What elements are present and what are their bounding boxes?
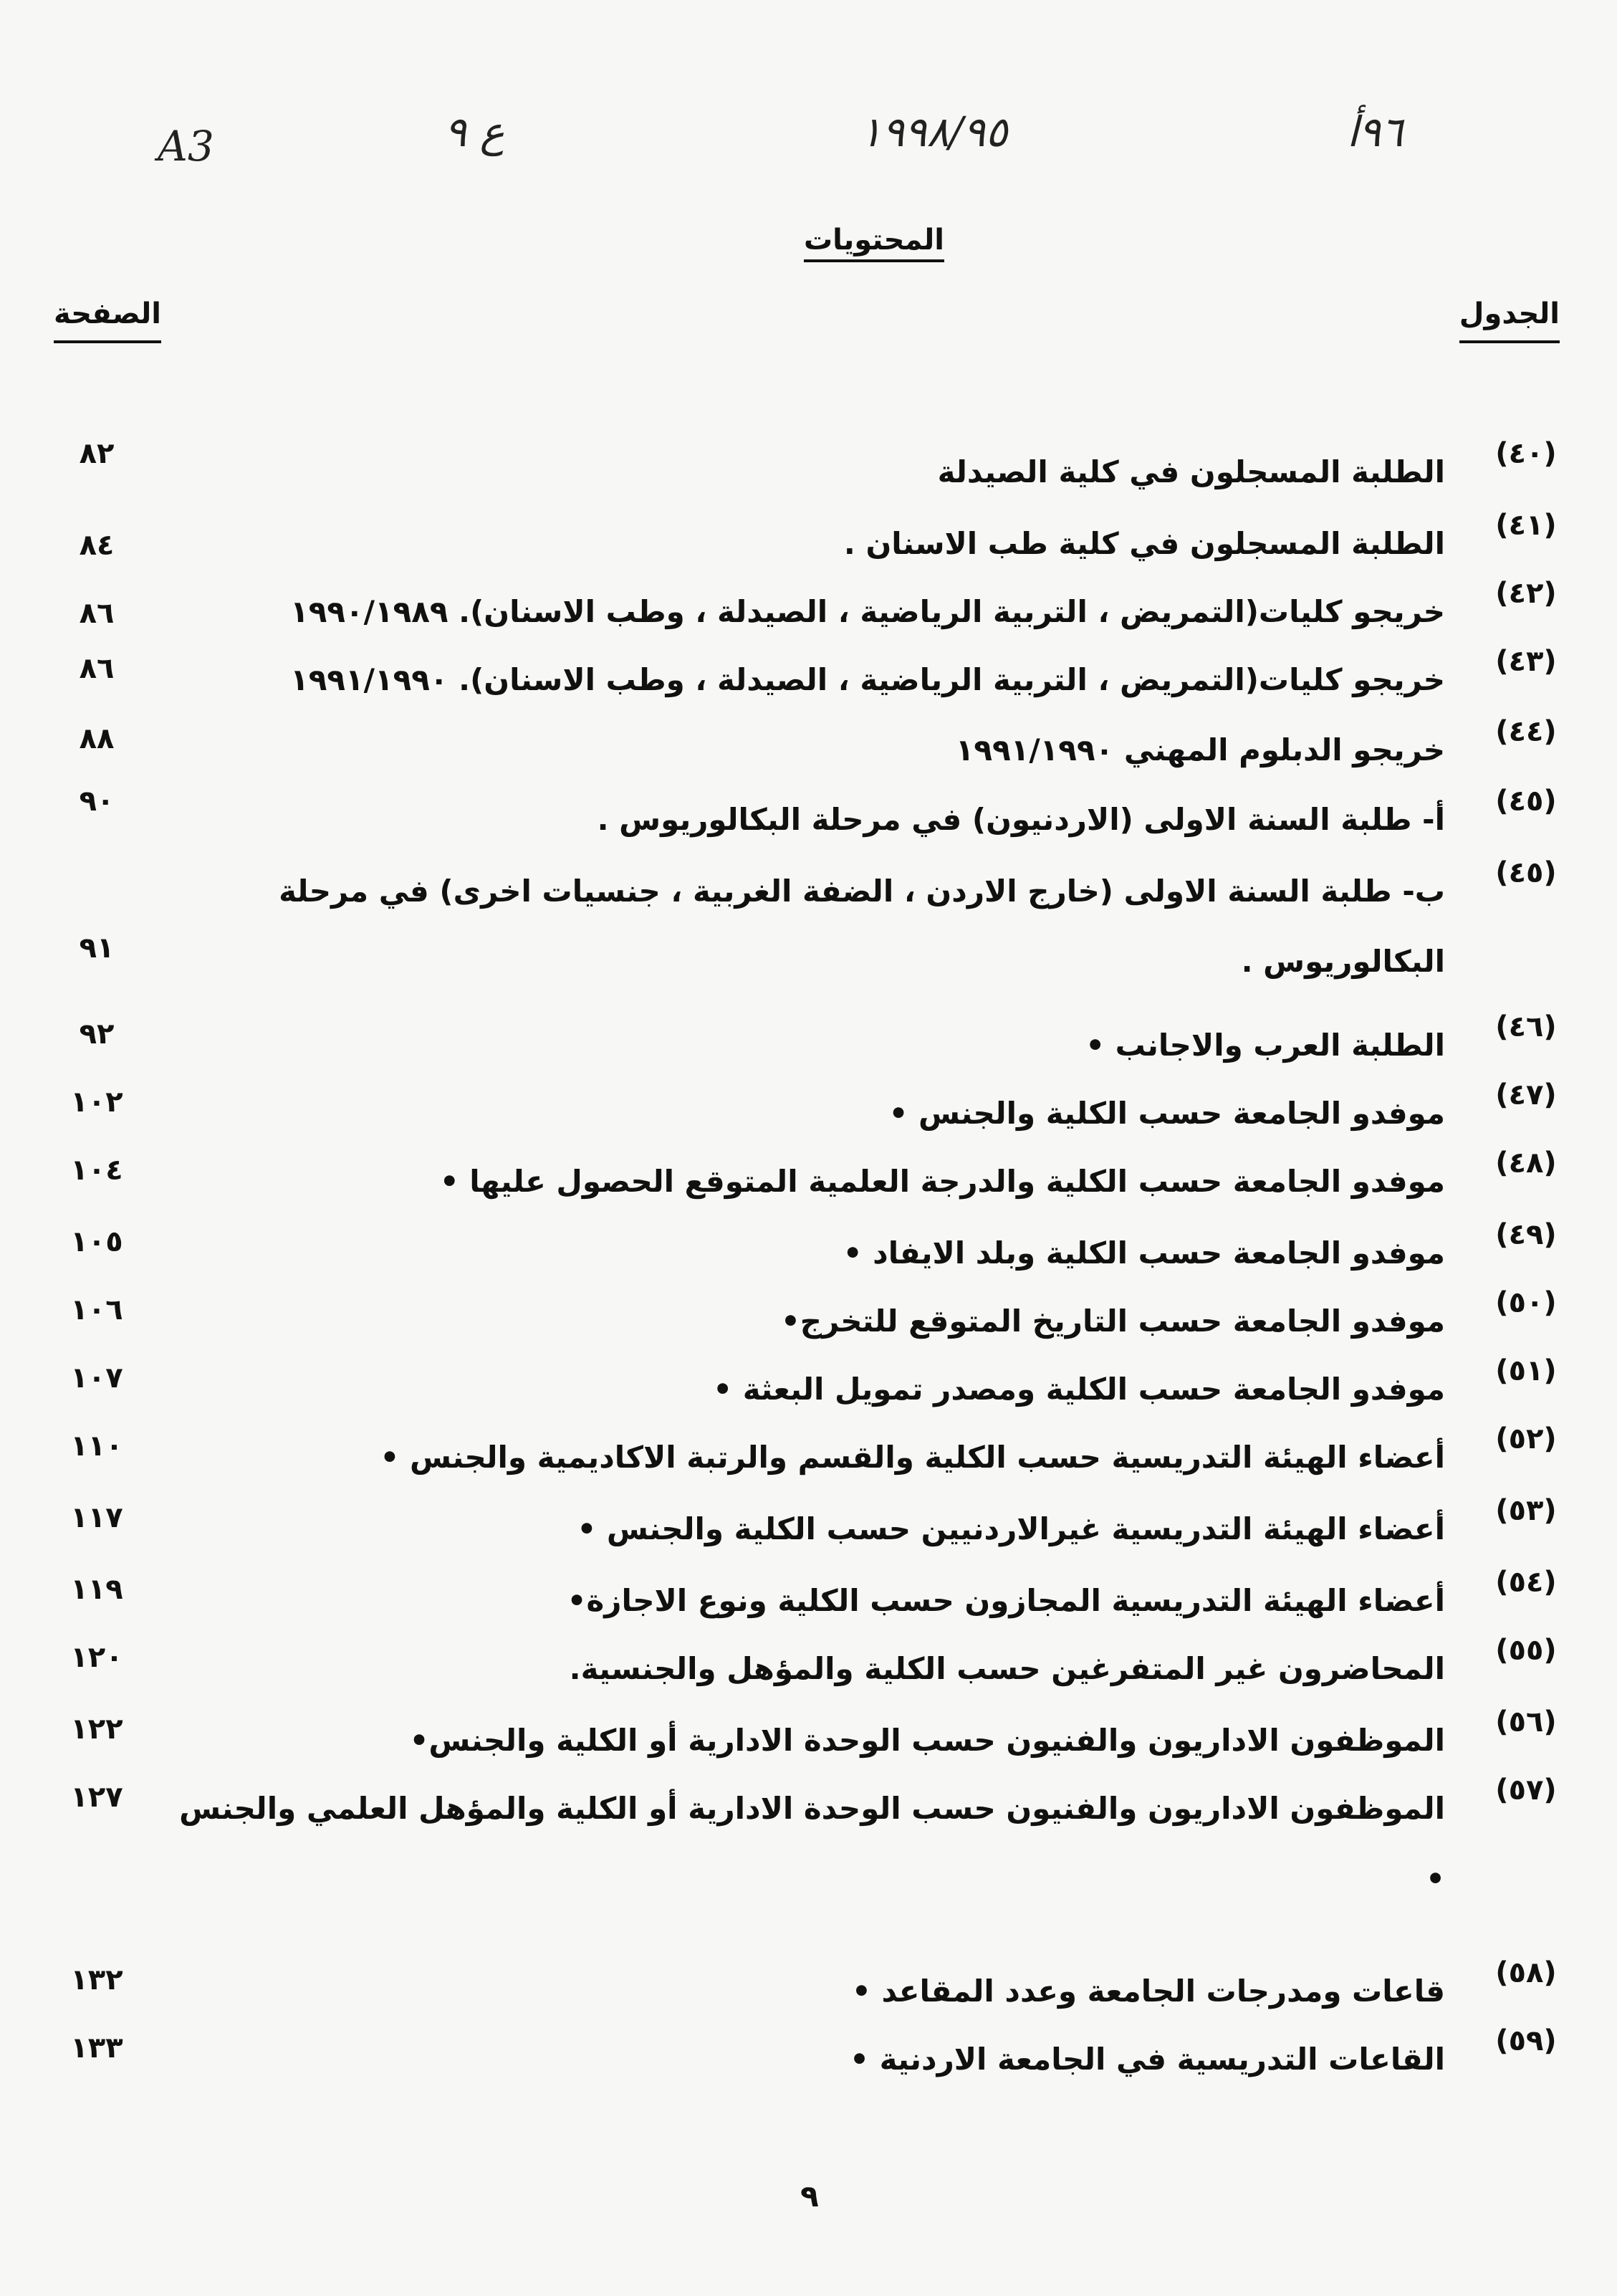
table-title: أعضاء الهيئة التدريسية المجازون حسب الكلية ونوع الاجازة• [567,1583,1445,1618]
page-title: المحتويات [731,224,1017,257]
contents-row [0,1147,1617,1197]
table-title: خريجو كليات(التمريض ، التربية الرياضية ، الصيدلة ، وطب الاسنان). ١٩٩١/١٩٩٠ [290,662,1445,697]
contents-row [0,1566,1617,1616]
page-number: ١١٧ [70,1501,123,1534]
table-number: (٤٠) [1495,437,1557,470]
table-title: الطلبة المسجلون في كلية الصيدلة [937,454,1445,489]
table-title: أعضاء الهيئة التدريسية غيرالاردنيين حسب الكلية والجنس • [577,1511,1445,1546]
page-number: ١٢٠ [70,1641,123,1674]
page-number: ١١٩ [70,1573,123,1606]
page-number: ٨٦ [79,652,115,685]
contents-row [0,1494,1617,1544]
page-number: ٩٢ [79,1018,115,1051]
footer-page-number: ٩ [800,2178,819,2214]
table-number: (٤٧) [1495,1078,1557,1111]
table-number: (٥٦) [1495,1706,1557,1738]
page-number: ٩٠ [79,785,115,818]
page-number: ١٣٣ [70,2032,123,2065]
contents-row [0,645,1617,695]
table-number: (٤٨) [1495,1147,1557,1180]
contents-row [0,1634,1617,1684]
table-number: (٥٠) [1495,1286,1557,1319]
contents-row [0,577,1617,630]
contents-row [0,715,1617,765]
table-number: (٤٢) [1495,577,1557,610]
contents-row [0,1354,1617,1405]
table-title: ب- طلبة السنة الاولى (خارج الاردن ، الضفة الغربية ، جنسيات اخرى) في مرحلة البكالوريوس . [279,874,1445,979]
table-number: (٥٤) [1495,1566,1557,1599]
table-title: موفدو الجامعة حسب الكلية والجنس • [888,1096,1445,1131]
table-title: الطلبة المسجلون في كلية طب الاسنان . [843,526,1445,561]
table-number: (٥٩) [1495,2024,1557,2057]
table-number: (٤٥) [1495,856,1557,889]
contents-row [0,1010,1617,1061]
contents-row [0,1706,1617,1756]
contents-row [0,1422,1617,1473]
table-number: (٤٣) [1495,645,1557,678]
table-title: موفدو الجامعة حسب الكلية ومصدر تمويل البعثة • [713,1372,1445,1407]
page-number: ١٠٦ [70,1293,123,1326]
table-title: موفدو الجامعة حسب التاريخ المتوقع للتخرج• [780,1304,1445,1339]
contents-row [0,509,1617,562]
table-title: قاعات ومدرجات الجامعة وعدد المقاعد • [852,1974,1445,2009]
page-number: ١٠٤ [70,1154,123,1187]
page-number: ١٠٧ [70,1362,123,1395]
table-number: (٤٦) [1495,1010,1557,1043]
table-title: خريجو كليات(التمريض ، التربية الرياضية ، الصيدلة ، وطب الاسنان). ١٩٩٠/١٩٨٩ [290,594,1445,629]
page-number: ١١٠ [70,1430,123,1463]
contents-row [0,1286,1617,1339]
table-number: (٥٥) [1495,1634,1557,1667]
handwritten-note-mid: ع ٩ [444,107,505,156]
table-number: (٤٥) [1495,785,1557,818]
table-number: (٤١) [1495,509,1557,542]
contents-row [0,1078,1617,1129]
page-number: ١٢٧ [70,1781,123,1814]
table-title: القاعات التدريسية في الجامعة الاردنية • [850,2042,1445,2077]
page-number: ٨٨ [79,722,115,755]
handwritten-note-right: ٩٦أ [1347,107,1404,156]
table-number: (٥٢) [1495,1422,1557,1455]
table-number: (٥٣) [1495,1494,1557,1527]
page-number: ١٠٥ [70,1225,123,1258]
table-number: (٥٨) [1495,1956,1557,1989]
table-title: الطلبة العرب والاجانب • [1085,1028,1445,1063]
table-title: المحاضرون غير المتفرغين حسب الكلية والمؤهل والجنسية. [569,1651,1445,1686]
handwritten-date: ١٩٩٨/٩٥ [860,107,1008,156]
handwritten-note-left: A3 [158,122,214,171]
contents-row [0,1956,1617,2009]
contents-row [0,785,1617,835]
page-number: ١٠٢ [70,1086,123,1119]
page-number: ٨٢ [79,437,115,470]
page-number: ١٣٢ [70,1963,123,1996]
table-number: (٤٩) [1495,1218,1557,1251]
table-number: (٤٤) [1495,715,1557,748]
table-title: الموظفون الاداريون والفنيون حسب الوحدة الادارية أو الكلية والجنس• [409,1723,1445,1758]
table-title: أ- طلبة السنة الاولى (الاردنيون) في مرحلة البكالوريوس . [597,802,1445,837]
table-title: موفدو الجامعة حسب الكلية والدرجة العلمية المتوقع الحصول عليها • [439,1164,1445,1199]
table-number: (٥١) [1495,1354,1557,1387]
table-title: خريجو الدبلوم المهني ١٩٩١/١٩٩٠ [955,732,1445,767]
page-number: ٨٤ [79,529,115,562]
contents-row [0,1218,1617,1271]
table-title: الموظفون الاداريون والفنيون حسب الوحدة الادارية أو الكلية والمؤهل العلمي والجنس • [179,1791,1445,1896]
page-number: ٨٦ [79,597,115,630]
page-number: ١٢٢ [70,1713,123,1746]
contents-row [0,437,1617,487]
table-number: (٥٧) [1495,1774,1557,1807]
table-title: موفدو الجامعة حسب الكلية وبلد الايفاد • [843,1235,1445,1271]
table-title: أعضاء الهيئة التدريسية حسب الكلية والقسم والرتبة الاكاديمية والجنس • [380,1440,1445,1475]
contents-row [0,856,1617,992]
contents-row [0,2024,1617,2075]
contents-row [0,1774,1617,1910]
page-number: ٩١ [79,932,115,965]
column-header-table: الجدول [1459,297,1560,343]
column-header-page: الصفحة [54,297,161,343]
